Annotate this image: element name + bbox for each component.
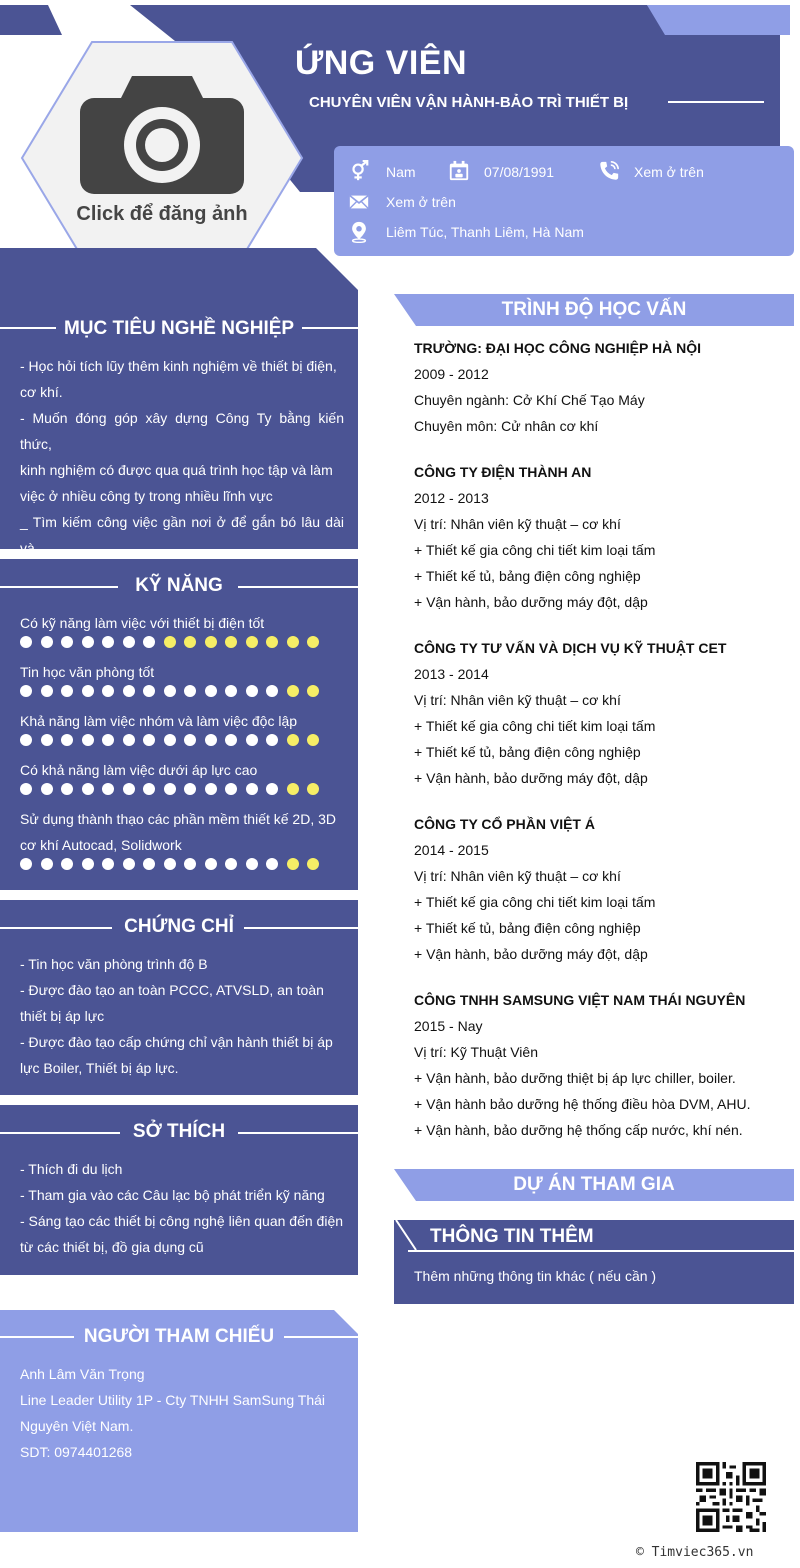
skill-dot — [225, 685, 237, 697]
gender-icon — [348, 160, 370, 182]
skill-label: Tin học văn phòng tốt — [20, 664, 155, 680]
skill-dot — [287, 685, 299, 697]
skill-dot — [20, 734, 32, 746]
skill-dot — [20, 636, 32, 648]
skill-dot — [82, 858, 94, 870]
extra-info-title: THÔNG TIN THÊM — [430, 1226, 594, 1247]
extra-info-corner — [394, 1220, 420, 1252]
skill-dot — [246, 734, 258, 746]
education-entry: CÔNG TY CỔ PHẦN VIỆT Á 2014 - 2015 Vị trí: Nhân viên kỹ thuật – cơ khí + Thiết kế gia công chi tiết kim loại tấm + Thiết kế tủ, bảng điện công nghiệp + Vận hành, bảo dưỡng máy đột, dập — [414, 816, 656, 962]
extra-info-text: Thêm những thông tin khác ( nếu cần ) — [414, 1268, 657, 1284]
objective-header-shape — [0, 248, 358, 292]
extra-info-line — [408, 1250, 794, 1252]
skill-dot — [41, 734, 53, 746]
skill-dot — [287, 734, 299, 746]
skill-dot — [287, 783, 299, 795]
education-title: TRÌNH ĐỘ HỌC VẤN — [501, 299, 687, 320]
skill-dot — [143, 783, 155, 795]
skill-dot — [82, 636, 94, 648]
phone-icon — [598, 160, 620, 182]
skill-dot — [61, 685, 73, 697]
certificates-text: - Tin học văn phòng trình độ B - Được đào tạo an toàn PCCC, ATVSLD, an toàn thiết bị áp lực - Được đào tạo cấp chứng chỉ vận hành thiết bị áp lực Boiler, Thiết bị áp lực. — [20, 956, 333, 1076]
skill-dot — [41, 685, 53, 697]
footer-brand[interactable]: © Timviec365.vn — [636, 1545, 754, 1560]
skill-dot — [82, 685, 94, 697]
email-icon — [348, 191, 370, 213]
skill-dot — [225, 783, 237, 795]
skill-dot — [82, 783, 94, 795]
skill-dot — [123, 685, 135, 697]
skill-dot — [164, 636, 176, 648]
title-divider — [668, 101, 764, 103]
skill-dot — [61, 636, 73, 648]
skill-dot — [205, 783, 217, 795]
gender-value: Nam — [386, 164, 416, 180]
skill-dot — [164, 783, 176, 795]
skill-dot — [20, 858, 32, 870]
skill-rating — [20, 783, 319, 795]
skill-dot — [225, 734, 237, 746]
skill-dot — [266, 734, 278, 746]
skill-dot — [123, 783, 135, 795]
skill-dot — [102, 858, 114, 870]
location-icon — [348, 221, 370, 243]
qr-code — [696, 1462, 766, 1532]
skill-dot — [205, 685, 217, 697]
skill-label: Sử dụng thành thạo các phần mềm thiết kế 2D, 3D cơ khí Autocad, Solidwork — [20, 811, 337, 853]
skill-dot — [307, 783, 319, 795]
skill-dot — [123, 636, 135, 648]
skill-dot — [205, 734, 217, 746]
skill-dot — [61, 783, 73, 795]
objective-title: MỤC TIÊU NGHỀ NGHIỆP — [63, 318, 295, 339]
skill-dot — [225, 858, 237, 870]
skill-dot — [287, 858, 299, 870]
phone-value: Xem ở trên — [634, 164, 704, 180]
skill-dot — [184, 858, 196, 870]
skill-dot — [20, 783, 32, 795]
skill-dot — [164, 858, 176, 870]
skill-dot — [61, 734, 73, 746]
skill-rating — [20, 636, 319, 648]
skill-dot — [102, 734, 114, 746]
skill-dot — [41, 636, 53, 648]
skill-dot — [102, 783, 114, 795]
projects-title: DỰ ÁN THAM GIA — [513, 1174, 675, 1195]
skill-dot — [123, 734, 135, 746]
skill-dot — [266, 685, 278, 697]
skill-dot — [184, 734, 196, 746]
reference-text: Anh Lâm Văn Trọng Line Leader Utility 1P - Cty TNHH SamSung Thái Nguyên Việt Nam. SDT: 0974401268 — [20, 1366, 326, 1460]
skill-dot — [266, 783, 278, 795]
skill-dot — [143, 858, 155, 870]
education-entry: CÔNG TY TƯ VẤN VÀ DỊCH VỤ KỸ THUẬT CET 2013 - 2014 Vị trí: Nhân viên kỹ thuật – cơ khí + Thiết kế gia công chi tiết kim loại tấm + Thiết kế tủ, bảng điện công nghiệp + Vận hành, bảo dưỡng máy đột, dập — [414, 640, 727, 786]
skill-dot — [307, 858, 319, 870]
avatar-upload-label[interactable]: Click để đăng ảnh — [76, 203, 248, 225]
skill-dot — [184, 636, 196, 648]
skill-dot — [246, 858, 258, 870]
skill-dot — [143, 636, 155, 648]
skill-label: Có kỹ năng làm việc với thiết bị điện tốt — [20, 615, 265, 631]
skill-dot — [41, 858, 53, 870]
birthday-value: 07/08/1991 — [484, 164, 555, 180]
skill-dot — [143, 685, 155, 697]
skill-dot — [184, 783, 196, 795]
skill-dot — [307, 685, 319, 697]
skill-dot — [164, 734, 176, 746]
skill-rating — [20, 858, 319, 870]
skill-rating — [20, 685, 319, 697]
skill-dot — [164, 685, 176, 697]
education-entry: CÔNG TY ĐIỆN THÀNH AN 2012 - 2013 Vị trí: Nhân viên kỹ thuật – cơ khí + Thiết kế gia công chi tiết kim loại tấm + Thiết kế tủ, bảng điện công nghiệp + Vận hành, bảo dưỡng máy đột, dập — [414, 464, 656, 610]
skill-dot — [246, 685, 258, 697]
skill-label: Có khả năng làm việc dưới áp lực cao — [20, 762, 258, 778]
skill-dot — [184, 685, 196, 697]
skill-rating — [20, 734, 319, 746]
skill-dot — [102, 685, 114, 697]
skill-dot — [307, 734, 319, 746]
skill-dot — [225, 636, 237, 648]
job-title: CHUYÊN VIÊN VẬN HÀNH-BẢO TRÌ THIẾT BỊ — [309, 94, 629, 111]
skill-dot — [123, 858, 135, 870]
skill-dot — [266, 858, 278, 870]
calendar-icon — [448, 160, 470, 182]
education-list — [414, 335, 784, 1143]
email-value: Xem ở trên — [386, 194, 456, 210]
skill-dot — [143, 734, 155, 746]
skills-title: KỸ NĂNG — [135, 575, 223, 596]
hobbies-title: SỞ THÍCH — [132, 1121, 226, 1142]
skill-dot — [246, 636, 258, 648]
skill-dot — [287, 636, 299, 648]
skill-dot — [205, 636, 217, 648]
skill-dot — [82, 734, 94, 746]
address-value: Liêm Túc, Thanh Liêm, Hà Nam — [386, 224, 584, 240]
certificates-title: CHỨNG CHỈ — [124, 916, 234, 937]
skill-dot — [20, 685, 32, 697]
skill-dot — [307, 636, 319, 648]
skill-dot — [102, 636, 114, 648]
education-entry: CÔNG TNHH SAMSUNG VIỆT NAM THÁI NGUYÊN 2015 - Nay Vị trí: Kỹ Thuật Viên + Vận hành, bảo dưỡng thiệt bị áp lực chiller, boiler. + Vận hành bảo dưỡng hệ thống điều hòa DVM, AHU. + Vận hành, bảo dưỡng hệ thống cấp nước, khí nén. — [414, 992, 751, 1138]
skill-dot — [246, 783, 258, 795]
avatar[interactable] — [20, 40, 304, 276]
reference-title: NGƯỜI THAM CHIẾU — [83, 1326, 275, 1347]
candidate-name: ỨNG VIÊN — [295, 44, 468, 82]
skill-label: Khả năng làm việc nhóm và làm việc độc lập — [20, 713, 298, 729]
hobbies-text: - Thích đi du lịch - Tham gia vào các Câu lạc bộ phát triển kỹ năng - Sáng tạo các thiết bị công nghệ liên quan đến điện từ các thiết bị, đồ gia dụng cũ — [20, 1161, 344, 1255]
skill-dot — [61, 858, 73, 870]
objective-text: - Học hỏi tích lũy thêm kinh nghiệm về thiết bị điện, cơ khí. - Muốn đóng góp xây dựng Công Ty bằng kiến thức, kinh nghiệm có được qua quá trình học tập và làm việc ở nhiều công ty trong nhiều lĩnh vực _ Tìm kiếm công việc gần nơi ở để gắn bó lâu dài và — [20, 358, 344, 556]
skill-dot — [205, 858, 217, 870]
skill-dot — [41, 783, 53, 795]
skill-dot — [266, 636, 278, 648]
education-entry: TRƯỜNG: ĐẠI HỌC CÔNG NGHIỆP HÀ NỘI 2009 - 2012 Chuyên ngành: Cở Khí Chế Tạo Máy Chuyên môn: Cử nhân cơ khí — [414, 340, 701, 434]
